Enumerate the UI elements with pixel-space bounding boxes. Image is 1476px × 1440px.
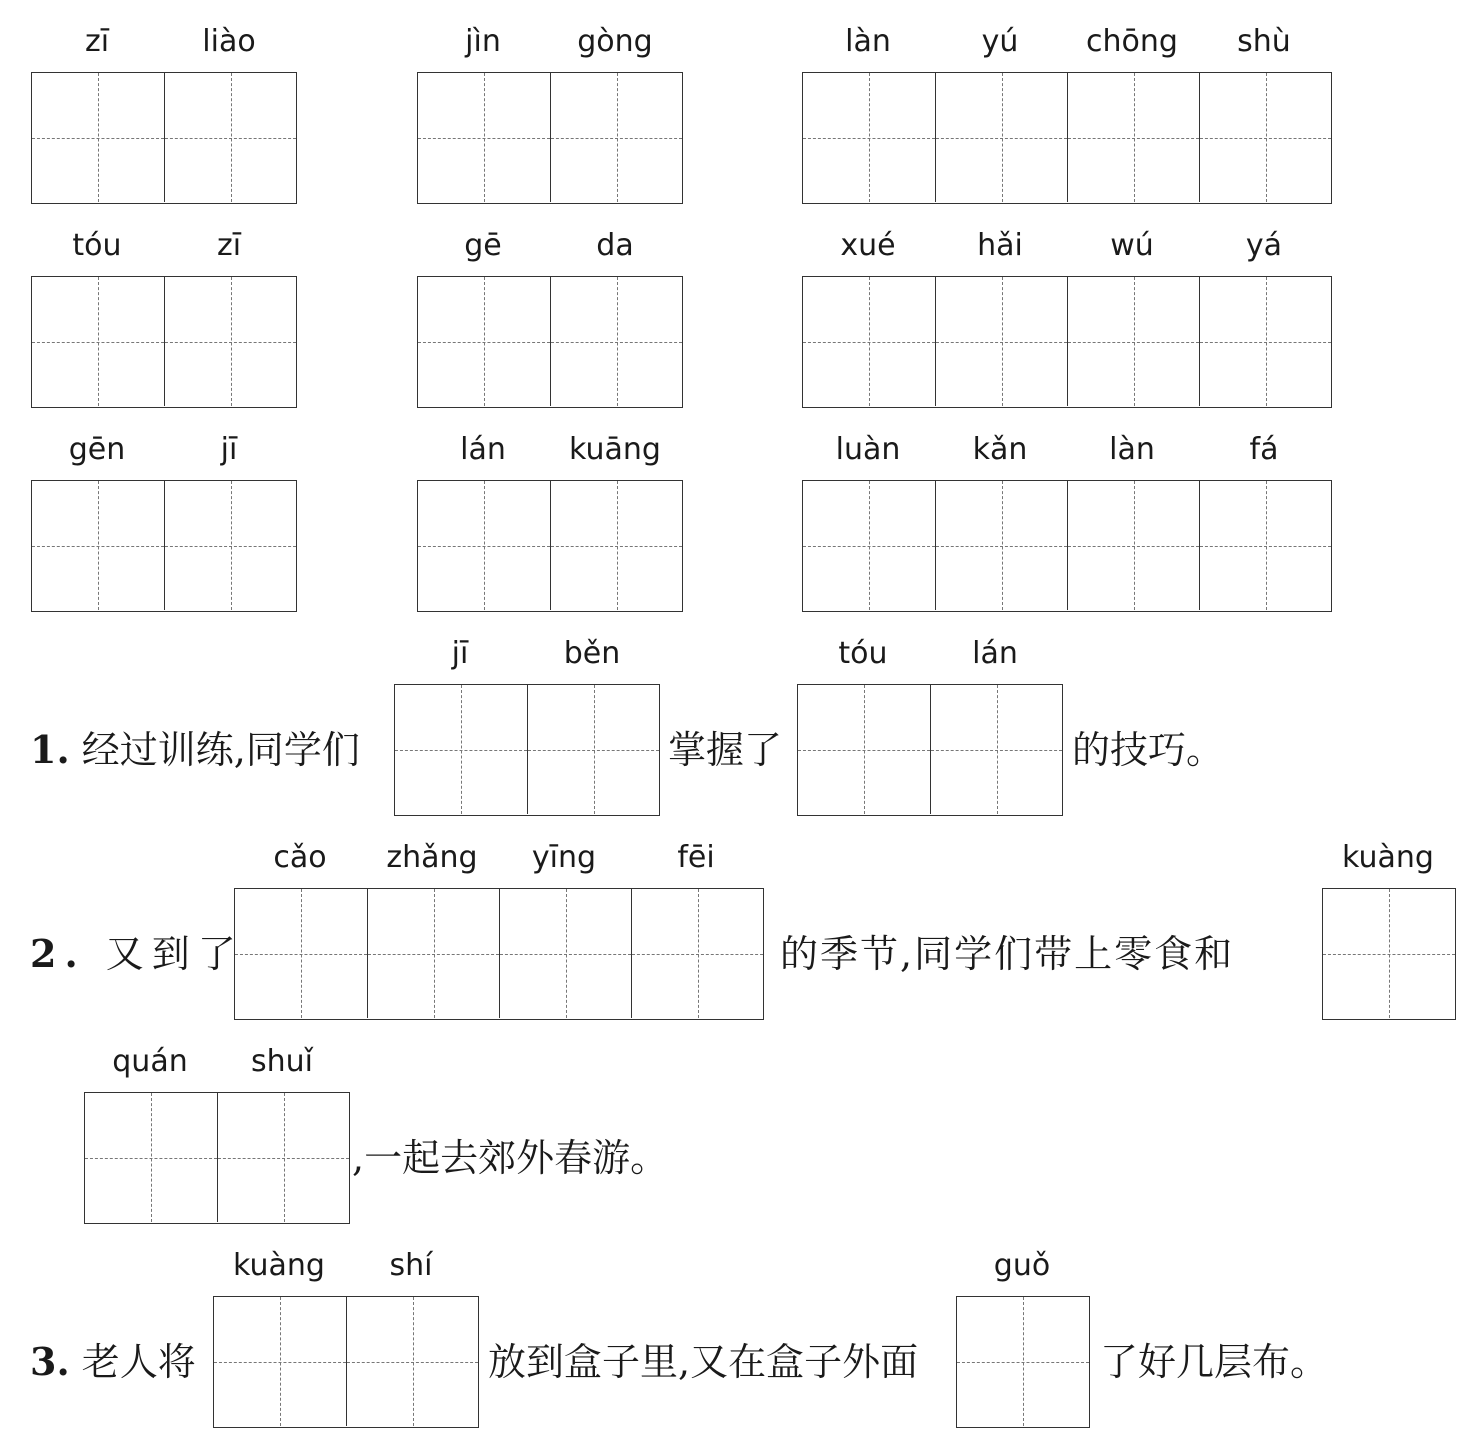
pinyin-label: chōng xyxy=(1086,24,1178,59)
sentence-1-text-b: 掌握了 xyxy=(668,728,783,772)
pinyin-label: luàn xyxy=(835,432,901,467)
sentence-1-text-a xyxy=(30,728,360,772)
pinyin-label: hǎi xyxy=(977,228,1023,263)
pinyin-label: da xyxy=(596,228,634,263)
pinyin-label: yá xyxy=(1245,228,1283,263)
vocab-group xyxy=(31,218,297,408)
writing-cell[interactable] xyxy=(527,685,659,814)
question-number: 2. xyxy=(30,931,86,976)
pinyin-label: běn xyxy=(563,636,621,671)
writing-box-group xyxy=(1322,888,1456,1020)
writing-cell[interactable] xyxy=(367,889,499,1018)
question-number: 3. xyxy=(30,1339,70,1384)
pinyin-label: gē xyxy=(464,228,502,263)
vocab-group xyxy=(417,218,683,408)
pinyin-label: kuàng xyxy=(1342,840,1434,875)
pinyin-label: xué xyxy=(840,228,896,263)
writing-cell[interactable] xyxy=(631,889,763,1018)
pinyin-label: làn xyxy=(845,24,891,59)
sentence-3-blank-2 xyxy=(956,1238,1090,1428)
pinyin-label: kǎn xyxy=(972,432,1028,467)
vocab-group xyxy=(802,422,1332,612)
writing-cell[interactable] xyxy=(930,685,1062,814)
writing-cell[interactable] xyxy=(803,277,935,406)
writing-cell[interactable] xyxy=(164,277,296,406)
pinyin-label: cǎo xyxy=(273,840,327,875)
writing-cell[interactable] xyxy=(1323,889,1455,1018)
writing-cell[interactable] xyxy=(550,481,682,610)
pinyin-label: wú xyxy=(1110,228,1154,263)
sentence-3-text-b: 放到盒子里,又在盒子外面 xyxy=(488,1340,919,1384)
vocab-group xyxy=(802,14,1332,204)
writing-cell[interactable] xyxy=(957,1297,1089,1426)
pinyin-label: shù xyxy=(1237,24,1291,59)
writing-cell[interactable] xyxy=(418,277,550,406)
vocab-group xyxy=(802,218,1332,408)
writing-cell[interactable] xyxy=(1199,277,1331,406)
sentence-2-blank-1 xyxy=(234,830,764,1020)
sentence-2-text-c: ,一起去郊外春游。 xyxy=(352,1136,669,1180)
sentence-text: 又到了 xyxy=(105,932,244,976)
writing-cell[interactable] xyxy=(550,73,682,202)
pinyin-label: yú xyxy=(981,24,1019,59)
sentence-text: 经过训练,同学们 xyxy=(81,728,360,772)
sentence-3-text-a xyxy=(30,1340,196,1384)
writing-cell[interactable] xyxy=(798,685,930,814)
writing-cell[interactable] xyxy=(85,1093,217,1222)
writing-box-group xyxy=(802,480,1332,612)
pinyin-label: liào xyxy=(202,24,256,59)
writing-box-group xyxy=(417,72,683,204)
writing-cell[interactable] xyxy=(217,1093,349,1222)
writing-cell[interactable] xyxy=(935,73,1067,202)
sentence-1-blank-1 xyxy=(394,626,660,816)
pinyin-label: guǒ xyxy=(993,1248,1051,1283)
pinyin-label: jī xyxy=(220,432,238,467)
writing-cell[interactable] xyxy=(418,481,550,610)
writing-cell[interactable] xyxy=(164,73,296,202)
vocab-group xyxy=(417,14,683,204)
writing-cell[interactable] xyxy=(235,889,367,1018)
writing-cell[interactable] xyxy=(164,481,296,610)
writing-cell[interactable] xyxy=(1067,481,1199,610)
vocab-group xyxy=(31,14,297,204)
pinyin-label: kuàng xyxy=(233,1248,325,1283)
pinyin-label: jìn xyxy=(465,24,501,59)
writing-box-group xyxy=(234,888,764,1020)
question-number: 1. xyxy=(30,727,70,772)
writing-cell[interactable] xyxy=(346,1297,478,1426)
pinyin-label: kuāng xyxy=(569,432,661,467)
writing-box-group xyxy=(31,276,297,408)
writing-box-group xyxy=(31,72,297,204)
writing-box-group xyxy=(802,276,1332,408)
pinyin-label: lán xyxy=(972,636,1018,671)
pinyin-label: zhǎng xyxy=(386,840,478,875)
vocab-group xyxy=(31,422,297,612)
writing-cell[interactable] xyxy=(395,685,527,814)
sentence-3-text-c: 了好几层布。 xyxy=(1100,1340,1329,1384)
pinyin-label: tóu xyxy=(838,636,888,671)
writing-cell[interactable] xyxy=(935,481,1067,610)
writing-box-group xyxy=(802,72,1332,204)
writing-box-group xyxy=(797,684,1063,816)
writing-cell[interactable] xyxy=(1199,481,1331,610)
pinyin-label: fēi xyxy=(677,840,715,875)
writing-box-group xyxy=(417,276,683,408)
writing-box-group xyxy=(31,480,297,612)
writing-cell[interactable] xyxy=(1067,277,1199,406)
writing-cell[interactable] xyxy=(550,277,682,406)
writing-cell[interactable] xyxy=(214,1297,346,1426)
vocab-group xyxy=(417,422,683,612)
writing-cell[interactable] xyxy=(418,73,550,202)
pinyin-label: gòng xyxy=(577,24,653,59)
writing-box-group xyxy=(213,1296,479,1428)
sentence-3-blank-1 xyxy=(213,1238,479,1428)
pinyin-label: yīng xyxy=(531,840,597,875)
sentence-2-text-a xyxy=(30,932,244,976)
writing-cell[interactable] xyxy=(499,889,631,1018)
sentence-text: 老人将 xyxy=(81,1340,196,1384)
writing-cell[interactable] xyxy=(803,481,935,610)
sentence-2-blank-3 xyxy=(84,1034,350,1224)
writing-cell[interactable] xyxy=(32,73,164,202)
writing-cell[interactable] xyxy=(1067,73,1199,202)
sentence-2-text-b: 的季节,同学们带上零食和 xyxy=(780,932,1235,976)
writing-box-group xyxy=(417,480,683,612)
writing-cell[interactable] xyxy=(935,277,1067,406)
pinyin-label: shí xyxy=(389,1248,433,1283)
pinyin-label: jī xyxy=(451,636,469,671)
pinyin-label: quán xyxy=(112,1044,188,1079)
writing-box-group xyxy=(956,1296,1090,1428)
writing-cell[interactable] xyxy=(1199,73,1331,202)
pinyin-label: zī xyxy=(84,24,110,59)
writing-cell[interactable] xyxy=(803,73,935,202)
pinyin-label: làn xyxy=(1109,432,1155,467)
writing-cell[interactable] xyxy=(32,481,164,610)
sentence-1-blank-2 xyxy=(797,626,1063,816)
pinyin-label: lán xyxy=(460,432,506,467)
pinyin-label: gēn xyxy=(68,432,126,467)
writing-box-group xyxy=(394,684,660,816)
sentence-2-blank-2 xyxy=(1322,830,1456,1020)
pinyin-label: fá xyxy=(1249,432,1279,467)
writing-box-group xyxy=(84,1092,350,1224)
sentence-1-text-c: 的技巧。 xyxy=(1072,728,1225,772)
pinyin-label: shuǐ xyxy=(251,1044,313,1079)
pinyin-label: tóu xyxy=(72,228,122,263)
pinyin-label: zī xyxy=(216,228,242,263)
writing-cell[interactable] xyxy=(32,277,164,406)
